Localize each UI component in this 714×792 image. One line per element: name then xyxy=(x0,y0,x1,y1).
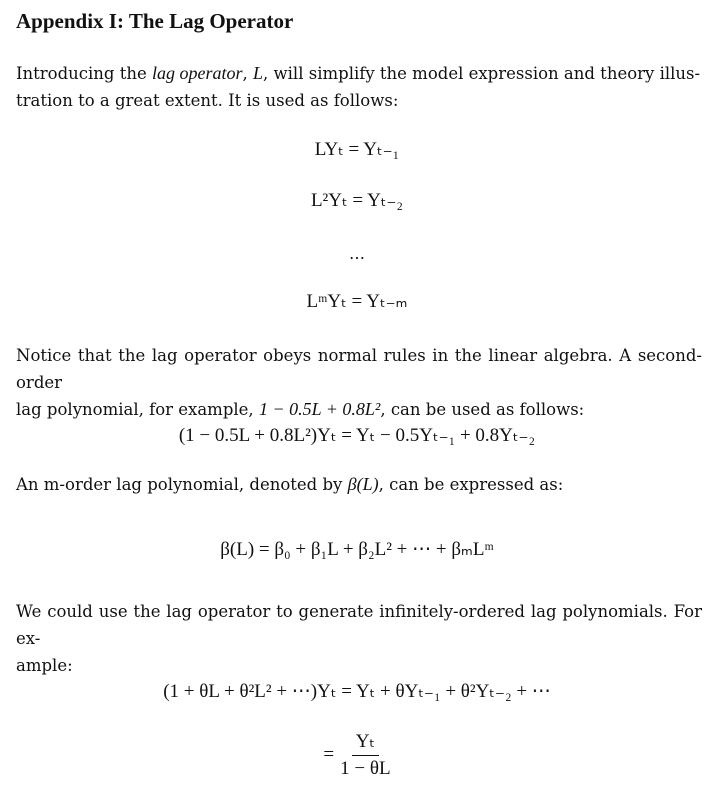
intro-paragraph xyxy=(16,60,702,114)
fraction-denominator: 1 − θL xyxy=(340,758,391,779)
equation-infinite-polynomial: (1 + θL + θ²L² + ⋯)Yₜ = Yₜ + θYₜ₋₁ + θ²Yₜ₋₂ + ⋯ xyxy=(163,681,551,702)
m-order-paragraph xyxy=(16,471,702,498)
notice-paragraph xyxy=(16,342,702,423)
notice-text-line2-end: , can be used as follows: xyxy=(380,400,585,419)
m-order-text-end: , can be expressed as: xyxy=(378,475,564,494)
equation-ellipsis: … xyxy=(349,244,365,263)
equation-lag-2: L²Yₜ = Yₜ₋₂ xyxy=(310,190,404,211)
notice-text-line2: lag polynomial, for example, xyxy=(16,400,259,419)
equation-beta-polynomial: β(L) = β₀ + β₁L + β₂L² + ⋯ + βₘLᵐ xyxy=(220,539,494,560)
intro-text: Introducing the xyxy=(16,64,153,83)
equation-lag-m: LᵐYₜ = Yₜ₋ₘ xyxy=(306,291,408,312)
infinite-paragraph xyxy=(16,598,702,679)
m-order-text: An m-order lag polynomial, denoted by xyxy=(16,475,348,494)
equation-lag-1: LYₜ = Yₜ₋₁ xyxy=(314,139,400,160)
section-heading: Appendix I: The Lag Operator xyxy=(16,9,294,33)
equation-poly-example: (1 − 0.5L + 0.8L²)Yₜ = Yₜ − 0.5Yₜ₋₁ + 0.8Yₜ₋₂ xyxy=(178,425,536,446)
equals-sign: = xyxy=(323,744,335,765)
notice-text-line1: Notice that the lag operator obeys normal rules in the linear algebra. A second-order xyxy=(16,346,702,392)
intro-text-line2: tration to a great extent. It is used as follows: xyxy=(16,91,399,110)
second-order-polynomial: 1 − 0.5L + 0.8L² xyxy=(258,399,381,419)
intro-comma: , xyxy=(242,64,254,83)
infinite-text-line2: ample: xyxy=(16,656,73,675)
infinite-text-line1: We could use the lag operator to generate infinitely-ordered lag polynomials. For ex- xyxy=(16,602,702,648)
intro-text-continued: , will simplify the model expression and theory illus- xyxy=(263,64,701,83)
lag-operator-symbol: L xyxy=(253,63,264,83)
beta-of-l: β(L) xyxy=(347,474,379,494)
lag-operator-term: lag operator xyxy=(152,63,243,83)
fraction-numerator: Yₜ xyxy=(352,730,379,756)
equation-fraction xyxy=(0,730,714,780)
